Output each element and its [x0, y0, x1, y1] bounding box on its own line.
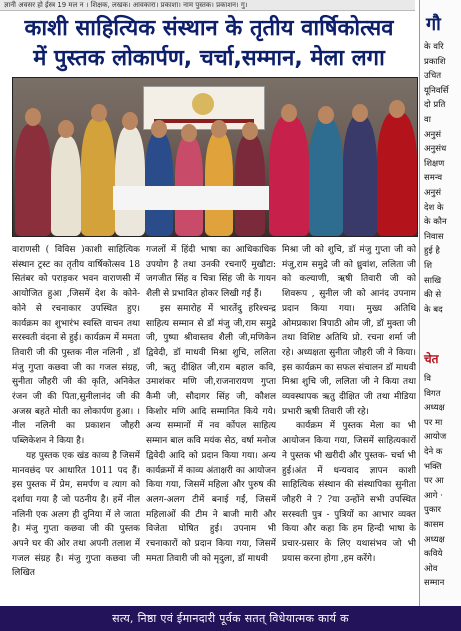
- person-figure: [145, 132, 173, 236]
- headline-line-1: काशी साहित्यिक संस्थान के तृतीय वार्षिकोत्सव: [24, 16, 394, 41]
- news-article: [0, 11, 418, 611]
- person-figure: [15, 124, 51, 236]
- person-figure: [81, 118, 115, 236]
- paragraph: यह पुस्तक एक खंड काव्य है जिसमें मानवछंद पर आधारित 1011 पद हैं। इस पुस्तक में प्रेम, समर्पण व त्याग को दर्शाया गया है जो पठनीय है। हमें नील नलिनी एक अलग ही दुनिया में ले जाता है। मंजु गुप्ता कछवा जी की पुस्तक अपने घर की ओर तथा अपनी तलाश में गजल संग्रह है। मंजु गुप्ता कछवा जी लिखित: [12, 450, 140, 579]
- paragraph: कार्यक्रम में पुस्तक मेला का भी आयोजन किया गया, जिसमें साहित्यकारों ने पुस्तक भी खरीदी और पुस्तक- चर्चा भी हुई।अंत में धन्यवाद ज्ञापन काशी साहित्यिक संस्थान की संस्थापिका सुनीता जौहरी ने ? ?या उन्होंने सभी उपस्थित सरस्वती पुत्र - पुत्रियों का आभार व्यक्त किया और कहा कि हम हिन्दी भाषा के प्रचार-प्रसार के लिए यथासंभव जो भी प्रयास करना होगा ,हम करेंगे।: [282, 421, 416, 564]
- banner-logo: [192, 93, 214, 115]
- adjacent-article: [419, 0, 461, 606]
- previous-article-strip: ज्ञानी अवसर हो ईस्त्र 19 मल न । शिक्षक, लखक। आवकारा। प्रकाशा। नाम पुस्तक। प्रकाशन। गु।: [0, 0, 415, 11]
- paragraph: मिश्रा जी को शुचि, डॉ मंजु गुप्ता जी को मंजु,राम समुद्रे जी को ध्रुवांश, ललिता जी को कल्याणी, ऋषी तिवारी जी को शिवरूप , सुनील जी को आनंद उपनाम प्रदान किया गया। मुख्य अतिथि ओमप्रकाश त्रिपाठी ओम जी, डॉ मुक्ता जी तथा विशिष्ट अतिथि प्रो. रचना शर्मा जी रहे। अध्यक्षता सुनीता जौहरी जी ने किया।इस कार्यक्रम का सफल संचालन डॉ माधवी मिश्रा शुचि जी, ललिता जी ने किया तथा व्यवस्थापक ऋतु दीक्षित जी तथा मीडिया प्रभारी ऋषी तिवारी जी रहे।: [282, 245, 416, 417]
- headline: [0, 11, 418, 77]
- paragraph: वाराणसी ( विविस )काशी साहित्यिक संस्थान ट्रस्ट का तृतीय वार्षिकोत्सव 18 सितंबर को पराड़कर भवन वाराणसी में आयोजित हुआ ,जिसमें देश के कोने-कोने से रचनाकार उपस्थित हुए। कार्यक्रम का शुभारंभ स्वस्ति वाचन तथा सरस्वती वंदना से हुई। कार्यक्रम में ममता तिवारी जी की पुस्तक नील नलिनी , डॉ मंजु गुप्ता कछवा जी का गजल संग्रह, सुनीता जौहरी जी की कृति, अनिकेत रंजन जी की पिता,सुनीलानंद जी की अजस्र बहते मोती का लोकार्पण हुआ। । नील नलिनी का प्रकाशन जौहरी पब्लिकेशन ने किया है।: [12, 245, 140, 447]
- person-figure: [205, 132, 233, 236]
- person-figure: [377, 112, 417, 236]
- paragraph: गजलों में हिंदी भाषा का आधिकाधिक उपयोग है तथा उनकी रचनाएँ मुखौटा: जगजीत सिंह व चित्रा सिंह जी के गायन शैली से प्रभावित होकर लिखी गई हैं।: [146, 245, 276, 300]
- article-column-2: [146, 243, 276, 595]
- article-column-1: [12, 243, 140, 595]
- adjacent-subheading: चेत: [424, 352, 439, 366]
- person-figure: [51, 136, 81, 236]
- group-photo: [12, 77, 418, 237]
- adjacent-headline: गौ: [426, 14, 441, 35]
- person-figure: [343, 116, 377, 236]
- paragraph: इस समारोह में भारतेंदु हरिश्चन्द्र साहित्य सम्मान से डॉ मंजु जी,राम समुद्रे जी, पुष्पा श्रीवास्तव शैली जी,मणिकेन द्विवेदी, डॉ माधवी मिश्रा शुचि, ललिता जी, ऋतु दीक्षित जी,राम बहाल कवि, उमाशंकर मणि जी,राजनारायण गुप्ता कैमी जी, सौदागर सिंह जी, कौशल किशोर मणि आदि सम्मानित किये गये। अन्य सम्मानों में नव कोंपल साहित्य सम्मान बाल कवि मयंक सेठ, वर्षा मनोज द्विवेदी आदि को प्रदान किया गया। अन्य कार्यक्रमों में काव्य अंताक्षरी का आयोजन किया गया, जिसमें महिला और पुरुष की अलग-अलग टीमें बनाई गईं, जिसमें महिलाओं की टीम ने बाजी मारी और विजेता घोषित हुई। उपनाम भी रचनाकारों को प्रदान किया गया, जिसमें ममता तिवारी जी को मृदुला, डॉ माधवी: [146, 303, 276, 564]
- person-figure: [269, 116, 309, 236]
- adjacent-text-top: के वरि प्रकाशि उचित यूनिवर्सि दो प्रति वा अनुसं अनुसंध शिक्षण समन्व अनुसं देश के के कौन निवास हुई है शि साखि की से के बद: [424, 42, 449, 315]
- article-column-3: [282, 243, 416, 595]
- footer-slogan-bar: सत्य, निष्ठा एवं ईमानदारी पूर्वक सतत् विधेयात्मक कार्य क: [0, 606, 461, 631]
- headline-line-2: में पुस्तक लोकार्पण, चर्चा,सम्मान, मेला लगा: [33, 46, 385, 71]
- adjacent-text-bottom: वि विगत अध्यक्ष पर मा आयोज देने क भक्ति पर आ आगे · पुकार कासम अध्यक्ष कविये ओव सम्मान: [424, 374, 447, 589]
- person-figure: [235, 134, 265, 236]
- person-figure: [115, 126, 145, 236]
- article-body: [0, 243, 418, 595]
- person-figure: [309, 118, 343, 236]
